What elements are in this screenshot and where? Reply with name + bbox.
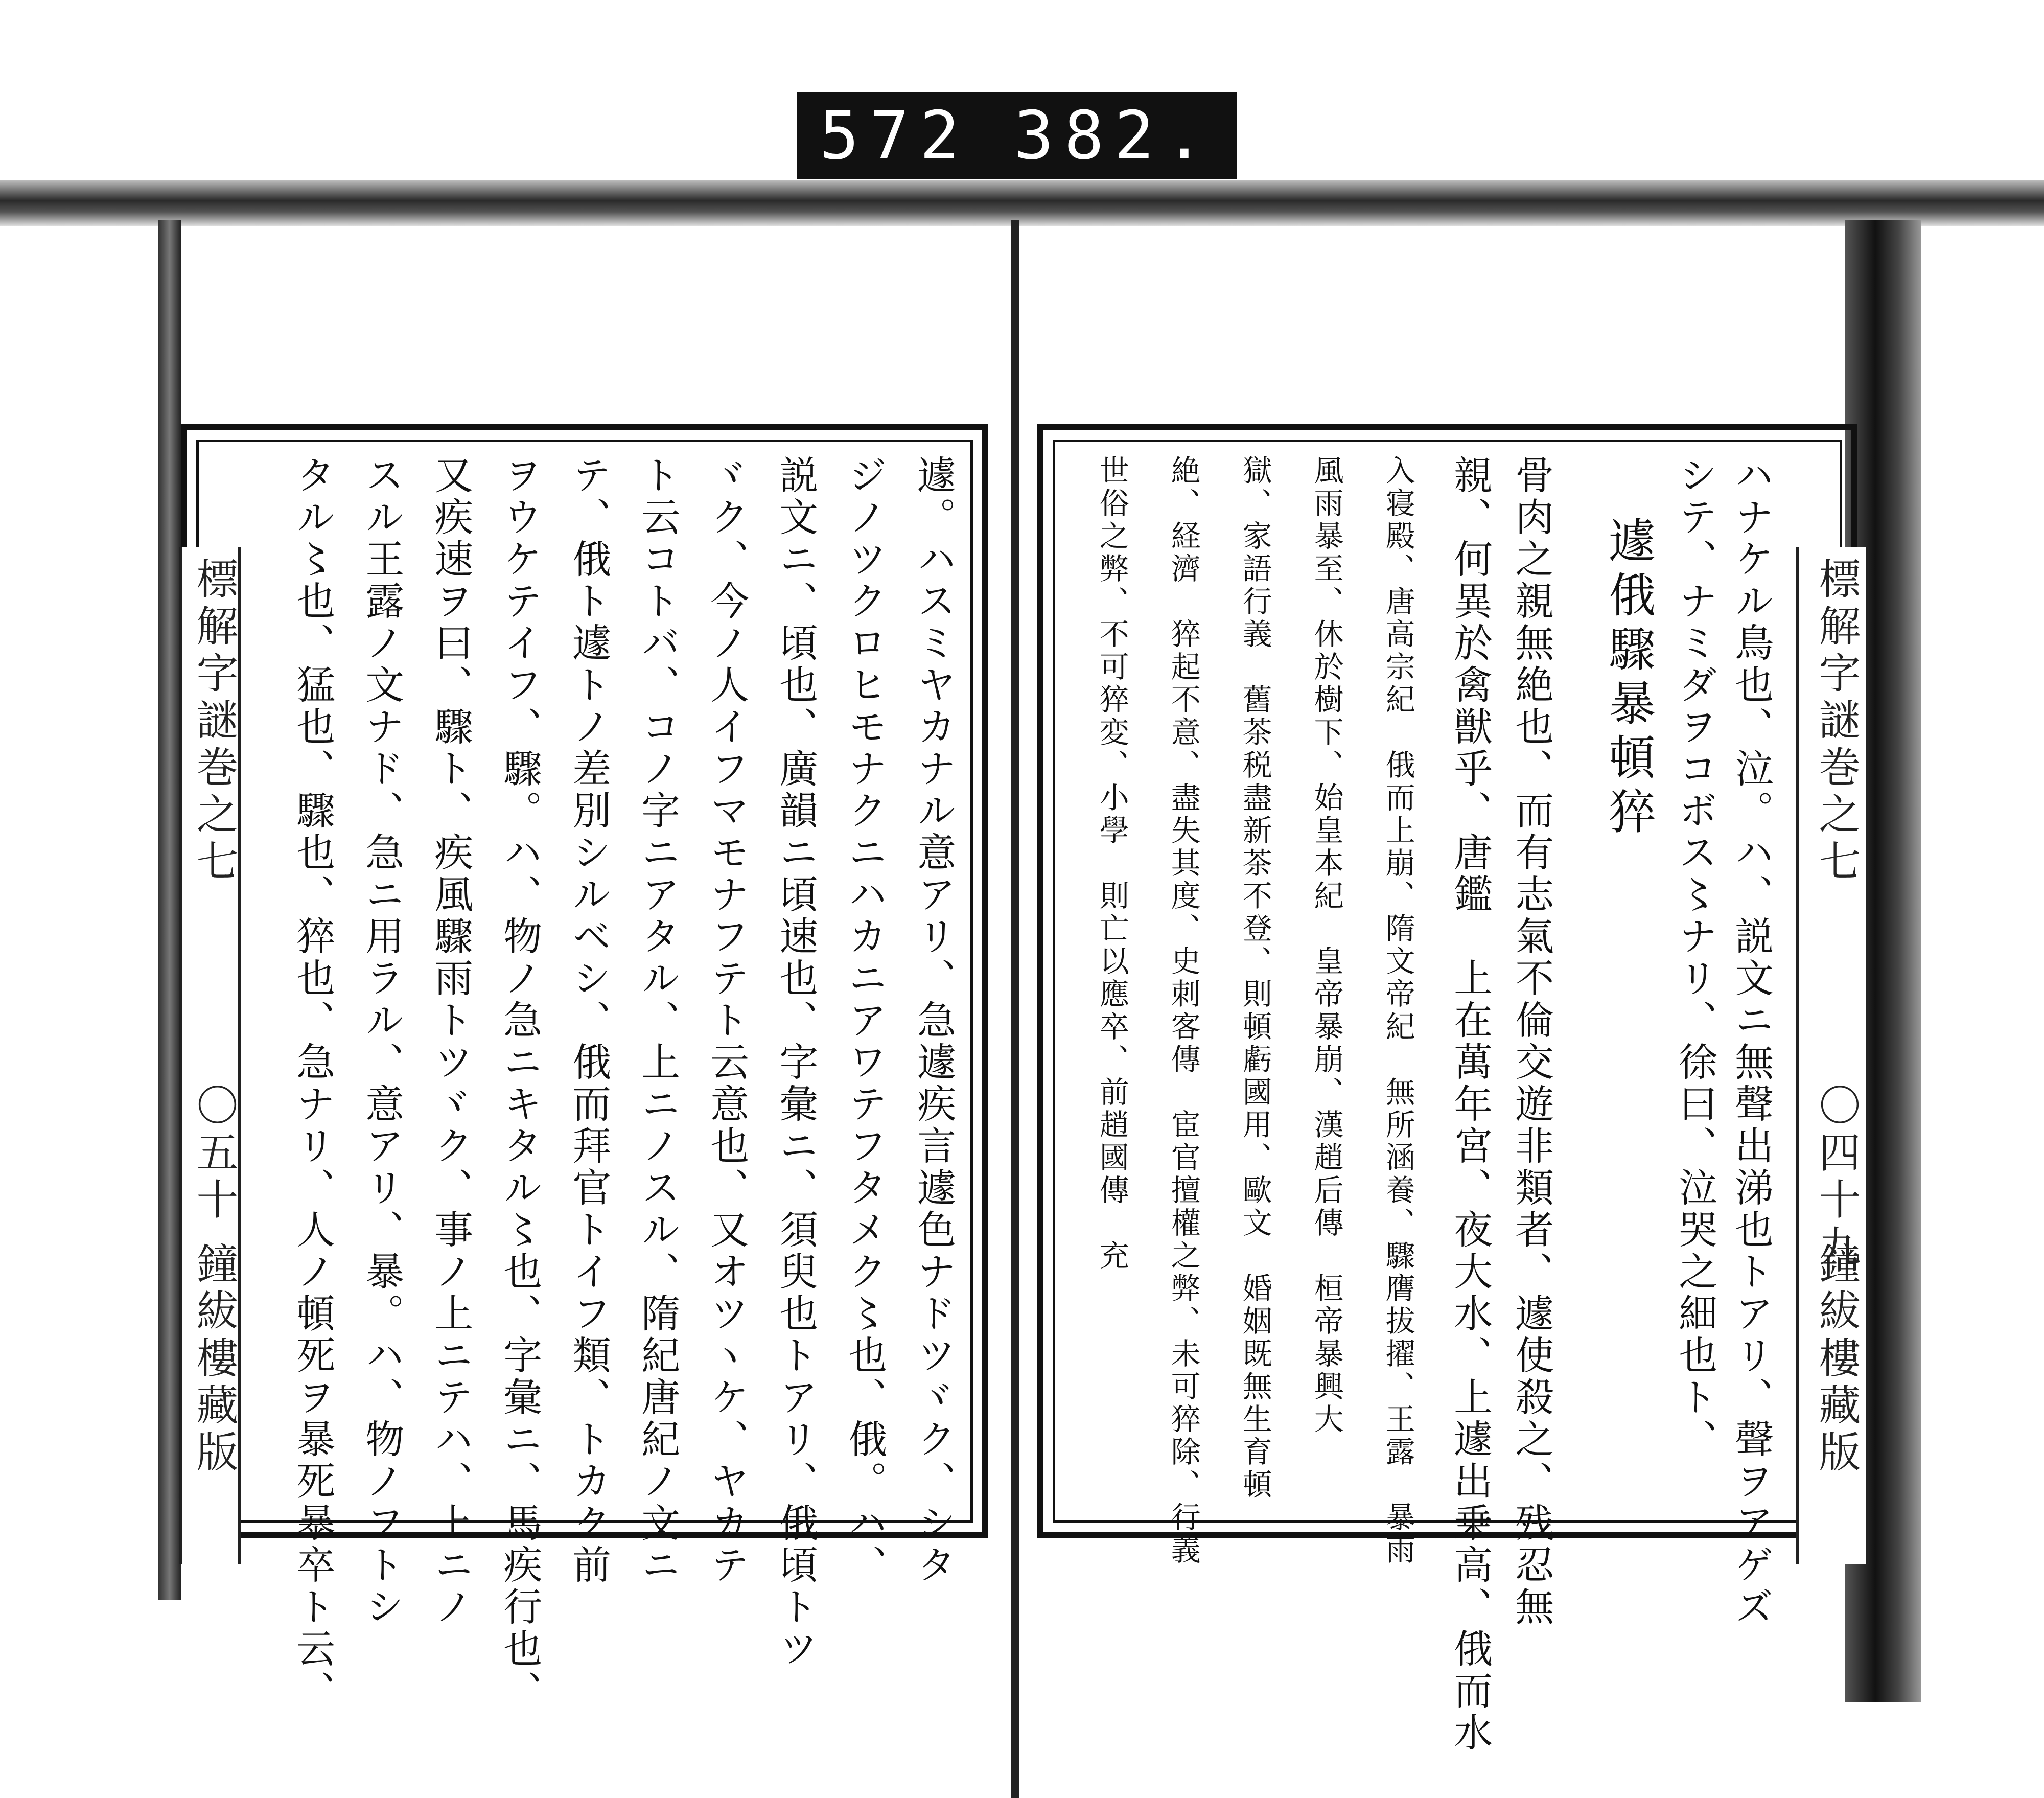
right-margin-press: 鐘紱樓藏版: [1812, 1242, 1861, 1477]
left-margin-folio: 〇五十: [190, 1084, 238, 1225]
right-column-8: 獄、家語行義 舊茶税盡新茶不登、則頓虧國用、歐文 婚姻既無生育頓: [1237, 455, 1272, 1502]
right-column-2: シテ、ナミダヲコボス〻ナリ、徐曰、泣哭之細也ト、: [1672, 455, 1718, 1461]
left-column-5: ト云コトバ、コノ字ニアタル、上ニノスル、隋紀唐紀ノ文ニ: [635, 455, 681, 1586]
label-right-number: 382.: [1013, 97, 1215, 174]
right-column-5: 親、何異於禽獣乎、唐鑑 上在萬年宮、夜大水、上遽出乗高、俄而水: [1447, 455, 1493, 1754]
left-column-8: 又疾速ヲ曰、驟ト、疾風驟雨トツヾク、事ノ上ニテハ、上ニノ: [428, 455, 474, 1628]
right-column-1: ハナケル鳥也、泣。ハ、説文ニ無聲出涕也トアリ、聲ヲアゲズ: [1728, 455, 1774, 1628]
left-column-7: ヲウケテイフ、驟。ハ、物ノ急ニキタル〻也、字彙ニ、馬疾行也、: [497, 455, 543, 1712]
right-margin-folio: 〇四十九: [1812, 1084, 1861, 1272]
left-column-10: タル〻也、猛也、驟也、猝也、急ナリ、人ノ頓死ヲ暴死暴卒ト云、: [290, 455, 336, 1712]
book-gutter: [1011, 220, 1019, 1798]
left-column-6: テ、俄ト遽トノ差別シルベシ、俄而拜官トイフ類、トカク前: [566, 455, 612, 1586]
binding-shadow: [0, 180, 2044, 226]
right-column-9: 絶、経濟 猝起不意、盡失其度、史刺客傳 宦官擅權之弊、未可猝除、行義: [1166, 455, 1201, 1567]
left-column-2: ジノツクロヒモナクニハカニアワテフタメク〻也、俄。ハ、: [842, 455, 888, 1586]
catalog-number-label: [797, 92, 1237, 179]
right-column-6: 入寝殿、唐高宗紀 俄而上崩、隋文帝紀 無所涵養、驟膺拔擢、王露 暴雨: [1380, 455, 1415, 1567]
right-column-4: 骨肉之親無絶也、而有志氣不倫交遊非類者、遽使殺之、残忍無: [1508, 455, 1554, 1628]
left-column-1: 遽。ハスミヤカナル意アリ、急遽疾言遽色ナドツヾク、シタ: [911, 455, 957, 1586]
label-left-number: 572: [819, 97, 970, 174]
left-column-4: ヾク、今ノ人イフマモナフテト云意也、又オツヽケ、ヤカテ: [704, 455, 750, 1586]
right-column-7: 風雨暴至、休於樹下、始皇本紀 皇帝暴崩、漢趙后傳 桓帝暴興大: [1309, 455, 1344, 1436]
left-page-edge: [158, 220, 181, 1600]
left-margin-title: 標解字謎巻之七: [190, 557, 238, 886]
right-margin-title: 標解字謎巻之七: [1812, 557, 1861, 886]
left-column-3: 説文ニ、頃也、廣韻ニ頃速也、字彙ニ、須臾也トアリ、俄頃トツ: [773, 455, 819, 1670]
right-heading: 遽俄驟暴頓猝: [1601, 516, 1656, 841]
left-column-9: スル王露ノ文ナド、急ニ用ラル、意アリ、暴。ハ、物ノフトシ: [359, 455, 405, 1628]
left-margin-press: 鐘紱樓藏版: [190, 1242, 238, 1477]
right-column-10: 世俗之弊、不可猝変、小學 則亡以應卒、前趙國傳 充: [1094, 455, 1129, 1273]
